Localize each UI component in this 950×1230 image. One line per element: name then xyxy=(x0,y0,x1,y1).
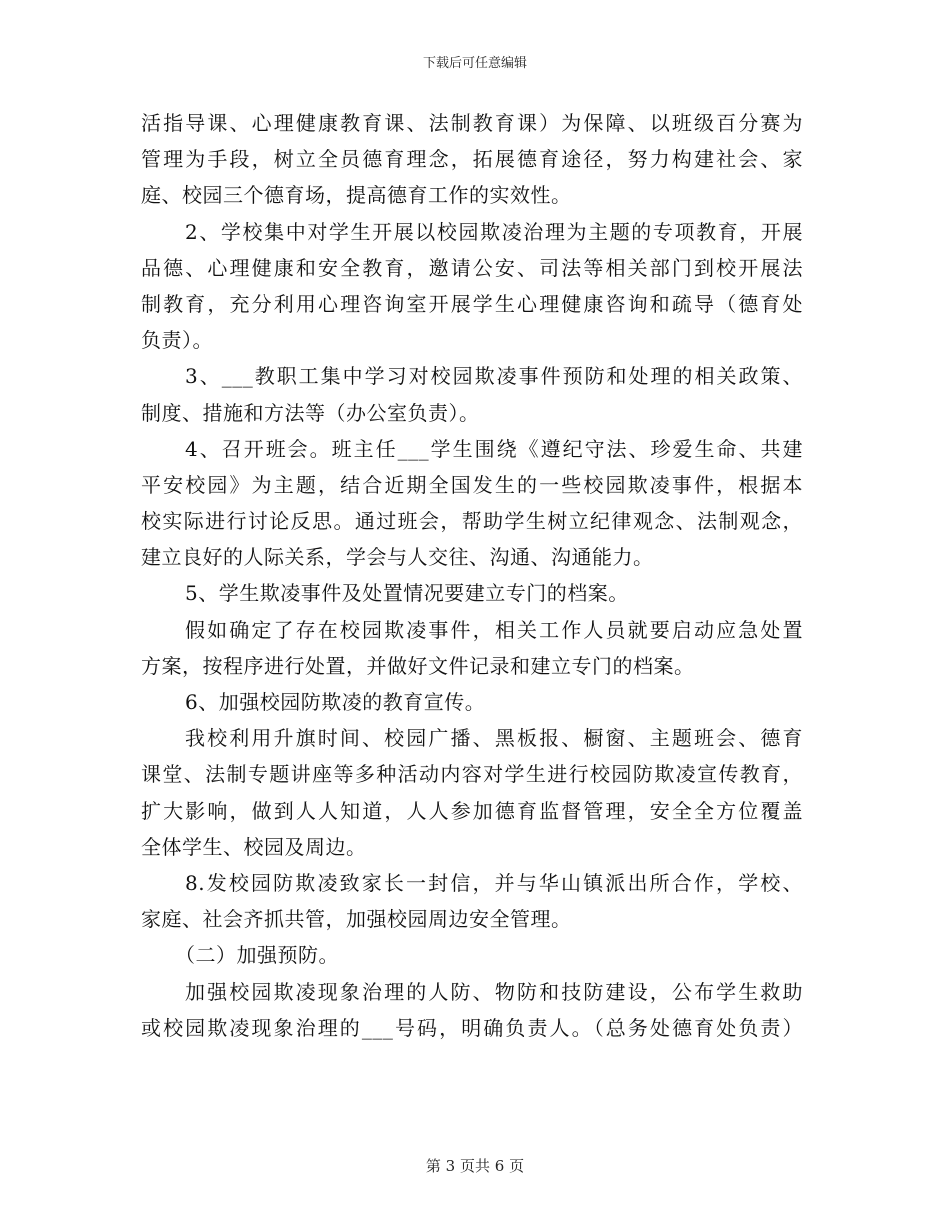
text-line: 6、加强校园防欺凌的教育宣传。 xyxy=(185,690,486,714)
text-line: 我校利用升旗时间、校园广播、黑板报、橱窗、主题班会、德育 xyxy=(185,726,803,751)
text-line: 负责）。 xyxy=(141,328,213,353)
text-line: 方案，按程序进行处置，并做好文件记录和建立专门的档案。 xyxy=(141,653,695,678)
text-line: 活指导课、心理健康教育课、法制教育课）为保障、以班级百分赛为 xyxy=(141,111,803,135)
text-line: （二）加强预防。 xyxy=(175,943,339,968)
text-line: 制度、措施和方法等（办公室负责）。 xyxy=(141,400,480,425)
text-line: 加强校园欺凌现象治理的人防、物防和技防建设，公布学生救助 xyxy=(185,979,803,1004)
text-line: 校实际进行讨论反思。通过班会，帮助学生树立纪律观念、法制观念， xyxy=(141,509,803,534)
text-line: 或校园欺凌现象治理的___号码，明确负责人。（总务处德育处负责） xyxy=(141,1015,803,1040)
page-footer: 第 3 页共 6 页 xyxy=(425,1157,525,1175)
text-line: 制教育，充分利用心理咨询室开展学生心理健康咨询和疏导（德育处 xyxy=(141,291,803,316)
text-line: 家庭、社会齐抓共管，加强校园周边安全管理。 xyxy=(141,907,572,932)
text-line: 品德、心理健康和安全教育，邀请公安、司法等相关部门到校开展法 xyxy=(141,255,803,280)
text-line: 假如确定了存在校园欺凌事件，相关工作人员就要启动应急处置 xyxy=(185,617,803,642)
text-line: 4、召开班会。班主任___学生围绕《遵纪守法、珍爱生命、共建 xyxy=(185,436,803,461)
text-line: 管理为手段，树立全员德育理念，拓展德育途径，努力构建社会、家 xyxy=(141,147,803,172)
text-line: 课堂、法制专题讲座等多种活动内容对学生进行校园防欺凌宣传教育， xyxy=(141,762,803,787)
text-line: 建立良好的人际关系，学会与人交往、沟通、沟通能力。 xyxy=(141,545,654,570)
text-line: 庭、校园三个德育场，提高德育工作的实效性。 xyxy=(141,183,572,208)
text-line: 5、学生欺凌事件及处置情况要建立专门的档案。 xyxy=(185,581,629,606)
text-line: 全体学生、校园及周边。 xyxy=(141,834,367,859)
document-body xyxy=(141,105,803,1046)
text-line: 平安校园》为主题，结合近期全国发生的一些校园欺凌事件，根据本 xyxy=(141,472,803,497)
text-line: 8.发校园防欺凌致家长一封信，并与华山镇派出所合作，学校、 xyxy=(185,870,803,895)
page-header: 下载后可任意编辑 xyxy=(422,56,527,71)
text-line: 3、___教职工集中学习对校园欺凌事件预防和处理的相关政策、 xyxy=(185,364,803,389)
text-line: 扩大影响，做到人人知道，人人参加德育监督管理，安全全方位覆盖 xyxy=(141,798,803,823)
text-line: 2、学校集中对学生开展以校园欺凌治理为主题的专项教育，开展 xyxy=(185,219,803,244)
